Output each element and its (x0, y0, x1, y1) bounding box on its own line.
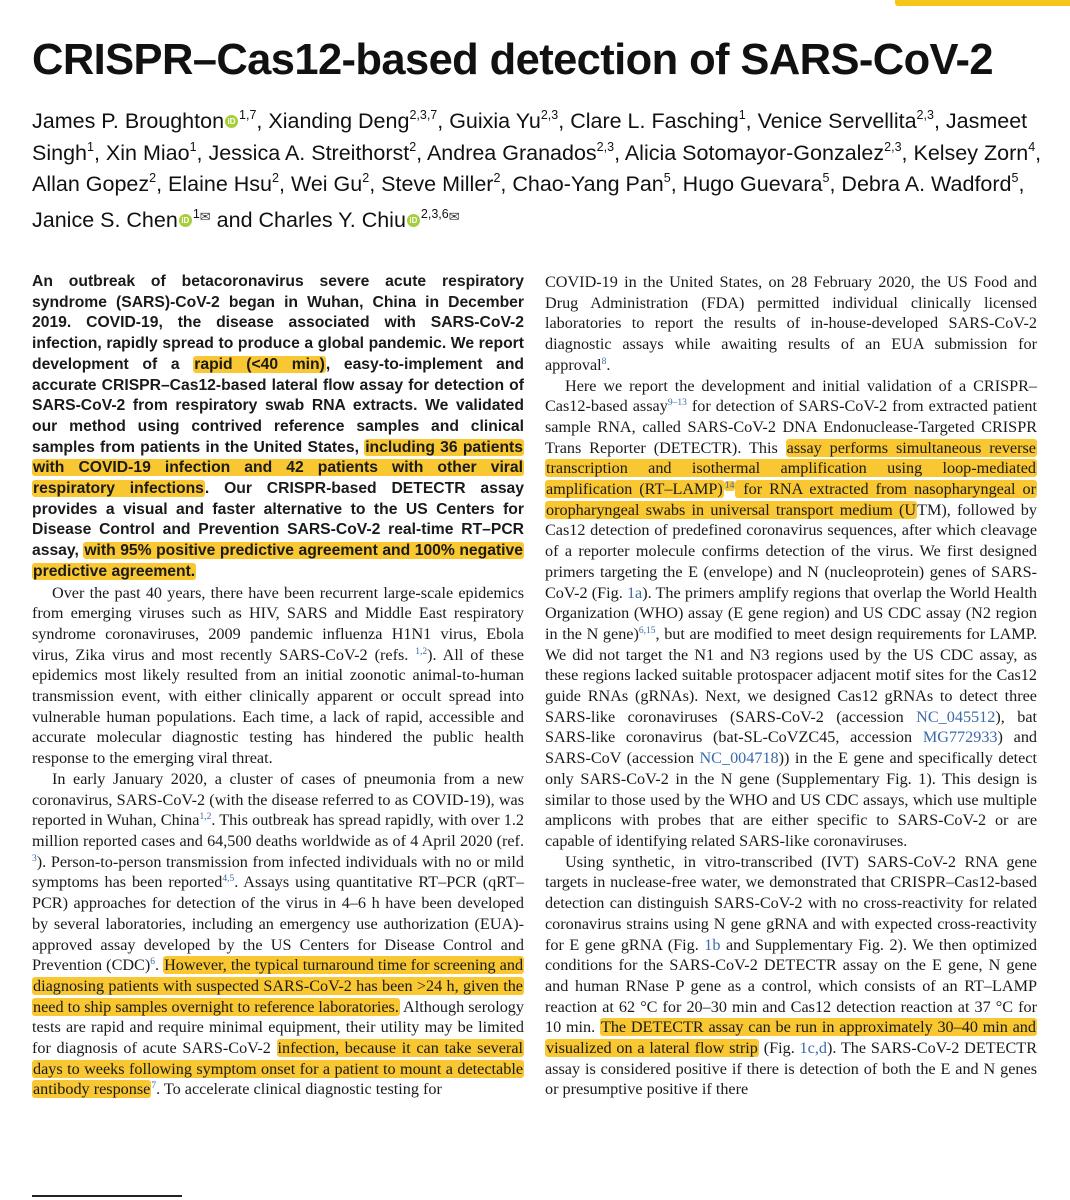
author[interactable]: Steve Miller (381, 172, 494, 196)
author[interactable]: Clare L. Fasching (570, 109, 739, 133)
author[interactable]: Charles Y. Chiu (258, 207, 406, 232)
citation-link[interactable]: 6,15 (638, 625, 656, 636)
author[interactable]: Venice Servellita (757, 109, 917, 133)
author[interactable]: Xin Miao (105, 140, 190, 165)
highlight: The DETECTR assay can be run in approximately 30–40 min and visualized on a lateral flow strip (546, 1018, 1036, 1058)
highlight: rapid (<40 min) (194, 355, 325, 373)
citation-link[interactable]: 7 (151, 1081, 157, 1092)
highlight: infection, because it can take several days to weeks following symptom onset for a patient to mount a detectable antibody response (33, 1039, 523, 1099)
footnote-rule (32, 1195, 182, 1197)
citation-link[interactable]: 6 (150, 957, 155, 968)
left-column (32, 272, 524, 1100)
highlight: including 36 patients with COVID-19 infection and 42 patients with other viral respiratory infections (33, 438, 523, 498)
orcid-icon[interactable]: iD (225, 115, 238, 128)
paragraph: In early January 2020, a cluster of cases of pneumonia from a new coronavirus, SARS-CoV-2 (with the disease referred to as COVID-19), was reported in Wuhan, China$^{1,2}$. This outbreak has spread rapidly, with over 1.2 million reported cases and 64,500 deaths worldwide as of 4 April 2020 (ref. $^3$). Person-to-person transmission from infected individuals with no or mild symptoms has been reported$^{4,5}$. Assays using quantitative RT–PCR (qRT–PCR) approaches for detection of the virus in 4–6 h have been developed by several laboratories, including an emergency use authorization (EUA)-approved assay developed by the US Centers for Disease Control and Prevention (CDC)$^6$. However, the typical turnaround time for screening and diagnosing patients with suspected SARS-CoV-2 has been >24 h, given the need to ship samples overnight to reference laboratories. Although serology tests are rapid and require minimal equipment, their utility may be limited for diagnosis of acute SARS-CoV-2 infection, because it can take several days to weeks following symptom onset for a patient to mount a detectable antibody response$^7$. To accelerate clinical diagnostic testing for (32, 769, 524, 1099)
author[interactable]: Allan Gopez (32, 172, 150, 196)
author[interactable]: Hugo Guevara (682, 172, 823, 196)
highlight: with 95% positive predictive agreement and 100% negative predictive agreement. (33, 542, 523, 580)
highlight: assay performs simultaneous reverse transcription and isothermal amplification using loop-mediated amplification (RT–LAMP) (546, 438, 1036, 499)
abstract: An outbreak of betacoronavirus severe acute respiratory syndrome (SARS)-CoV-2 began in Wuhan, China in December 2019. COVID-19, the disease associated with SARS-CoV-2 infection, rapidly spread to produce a global pandemic. We report development of a rapid (<40 min), easy-to-implement and accurate CRISPR–Cas12-based lateral flow assay for detection of SARS-CoV-2 from respiratory swab RNA extracts. We validated our method using contrived reference samples and clinical samples from patients in the United States, including 36 patients with COVID-19 infection and 42 patients with other viral respiratory infections. Our CRISPR-based DETECTR assay provides a visual and faster alternative to the US Centers for Disease Control and Prevention SARS-CoV-2 real-time RT–PCR assay, with 95% positive predictive agreement and 100% negative predictive agreement. (32, 273, 524, 580)
figure-link[interactable]: 1c,d (799, 1039, 827, 1058)
author[interactable]: Xianding Deng (268, 109, 410, 133)
highlight: However, the typical turnaround time for screening and diagnosing patients with suspected SARS-CoV-2 has been >24 h, given the need to ship samples overnight to reference laboratories. (33, 956, 524, 1016)
envelope-icon[interactable]: ✉ (199, 208, 211, 224)
citation-link[interactable]: 8 (601, 356, 607, 367)
paragraph: Using synthetic, in vitro-transcribed (IVT) SARS-CoV-2 RNA gene targets in nuclease-free water, we demonstrated that CRISPR–Cas12-based detection can distinguish SARS-CoV-2 with no cross-reactivity for related coronavirus strains using N gene gRNA and with expected cross-reactivity for E gene gRNA (Fig. 1b and Supplementary Fig. 2). We then optimized conditions for the SARS-CoV-2 DETECTR assay on the E gene, N gene and human RNase P gene as a control, which consists of an RT–LAMP reaction at 62 °C for 20–30 min and Cas12 detection reaction at 37 °C for 10 min. The DETECTR assay can be run in approximately 30–40 min and visualized on a lateral flow strip (Fig. 1c,d). The SARS-CoV-2 DETECTR assay is considered positive if there is detection of both the E and N genes or presumptive positive if there (545, 852, 1037, 1099)
citation-link[interactable]: 4,5 (222, 874, 235, 885)
citation-link[interactable]: 3 (32, 853, 37, 864)
author[interactable]: Jessica A. Streithorst (208, 140, 410, 165)
figure-link[interactable]: 1b (704, 935, 721, 954)
article-title: CRISPR–Cas12-based detection of SARS-CoV-2 (32, 36, 994, 84)
author[interactable]: Guixia Yu (449, 109, 541, 133)
paragraph: Here we report the development and initial validation of a CRISPR–Cas12-based assay$^{9-13}$ for detection of SARS-CoV-2 from extracted patient sample RNA, called SARS-CoV-2 DNA Endonuclease-Targeted CRISPR Trans Reporter (DETECTR). This assay performs simultaneous reverse transcription and isothermal amplification using loop-mediated amplification (RT–LAMP) $^{14}$ for RNA extracted from nasopharyngeal or oropharyngeal swabs in universal transport medium (UTM), followed by Cas12 detection of predefined coronavirus sequences, after which cleavage of a reporter molecule confirms detection of the virus. We first designed primers targeting the E (envelope) and N (nucleoprotein) genes of SARS-CoV-2 (Fig. 1a). The primers amplify regions that overlap the World Health Organization (WHO) assay (E gene region) and US CDC assay (N2 region in the N gene)$^{6,15}$, but are modified to meet design requirements for LAMP. We did not target the N1 and N3 regions used by the US CDC assay, as these regions lacked suitable protospacer adjacent motif sites for the Cas12 guide RNAs (gRNAs). Next, we designed Cas12 gRNAs to detect three SARS-like coronaviruses (SARS-CoV-2 (accession NC_045512), bat SARS-like coronavirus (bat-SL-CoVZC45, accession MG772933) and SARS-CoV (accession NC_004718)) in the E gene and specifically detect only SARS-CoV-2 in the N gene (Supplementary Fig. 1). This design is similar to those used by the WHO and US CDC assays, which use multiple amplicons with probes that are either specific to SARS-CoV-2 or are capable of identifying related SARS-like coronaviruses. (545, 376, 1038, 850)
orcid-icon[interactable]: iD (407, 214, 420, 227)
paragraph: COVID-19 in the United States, on 28 February 2020, the US Food and Drug Administration (FDA) permitted individual clinically licensed laboratories to report the results of in-house-developed SARS-CoV-2 diagnostic assays while awaiting results of an EUA submission for approval$^8$. (545, 273, 1037, 374)
author[interactable]: Wei Gu (290, 172, 363, 196)
highlight-tab (895, 0, 1070, 6)
right-column (545, 272, 1037, 1100)
citation-link[interactable]: 9–13 (667, 398, 687, 409)
author[interactable]: Elaine Hsu (168, 172, 273, 196)
paragraph: Over the past 40 years, there have been recurrent large-scale epidemics from emerging viruses such as HIV, SARS and Middle East respiratory syndrome coronaviruses, 2009 pandemic influenza H1N1 virus, Ebola virus, Zika virus and most recently SARS-CoV-2 (refs. $^{1,2}$). All of these epidemics most likely resulted from an initial zoonotic animal-to-human transmission event, with either clinically apparent or occult spread into vulnerable human populations. Each time, a lack of rapid, accessible and accurate molecular diagnostic testing has hindered the public health response to the emerging viral threat. (32, 583, 524, 768)
author[interactable]: Alicia Sotomayor-Gonzalez (624, 140, 885, 165)
citation-link[interactable]: 14 (724, 481, 735, 492)
figure-link[interactable]: 1a (626, 583, 643, 602)
author[interactable]: Janice S. Chen (32, 207, 178, 232)
citation-link[interactable]: 1,2 (199, 812, 212, 823)
accession-link[interactable]: MG772933 (922, 728, 998, 747)
envelope-icon[interactable]: ✉ (448, 208, 460, 224)
author[interactable]: Andrea Granados (426, 140, 597, 165)
author[interactable]: Kelsey Zorn (913, 140, 1029, 165)
orcid-icon[interactable]: iD (179, 214, 192, 227)
highlight: for RNA extracted from nasopharyngeal or oropharyngeal swabs in universal transport medium (U (546, 480, 1036, 519)
author-list: James P. Broughton iD $^{1,7}$, Xianding Deng$^{2,3,7}$, Guixia Yu$^{2,3}$, Clare L. Fasching$^1$, Venice Servellita$^{2,3}$, Jasmeet Singh$^1$, Xin Miao$^1$, Jessica A. Streithorst$^2$, Andrea Granados$^{2,3}$, Alicia Sotomayor-Gonzalez$^{2,3}$, Kelsey Zorn$^4$, Allan Gopez$^2$, Elaine Hsu$^2$, Wei Gu$^2$, Steve Miller$^2$, Chao-Yang Pan$^5$, Hugo Guevara$^5$, Debra A. Wadford$^5$, Janice S. Chen iD $^{1✉}$ and Charles Y. Chiu iD $^{2,3,6✉}$ (32, 108, 1042, 232)
author[interactable]: Jasmeet Singh (32, 109, 1028, 165)
accession-link[interactable]: NC_045512 (916, 707, 996, 726)
author[interactable]: James P. Broughton (32, 109, 225, 133)
accession-link[interactable]: NC_004718 (699, 749, 779, 768)
author[interactable]: Debra A. Wadford (841, 172, 1012, 196)
citation-link[interactable]: 1,2 (415, 646, 428, 657)
author[interactable]: Chao-Yang Pan (512, 172, 664, 196)
